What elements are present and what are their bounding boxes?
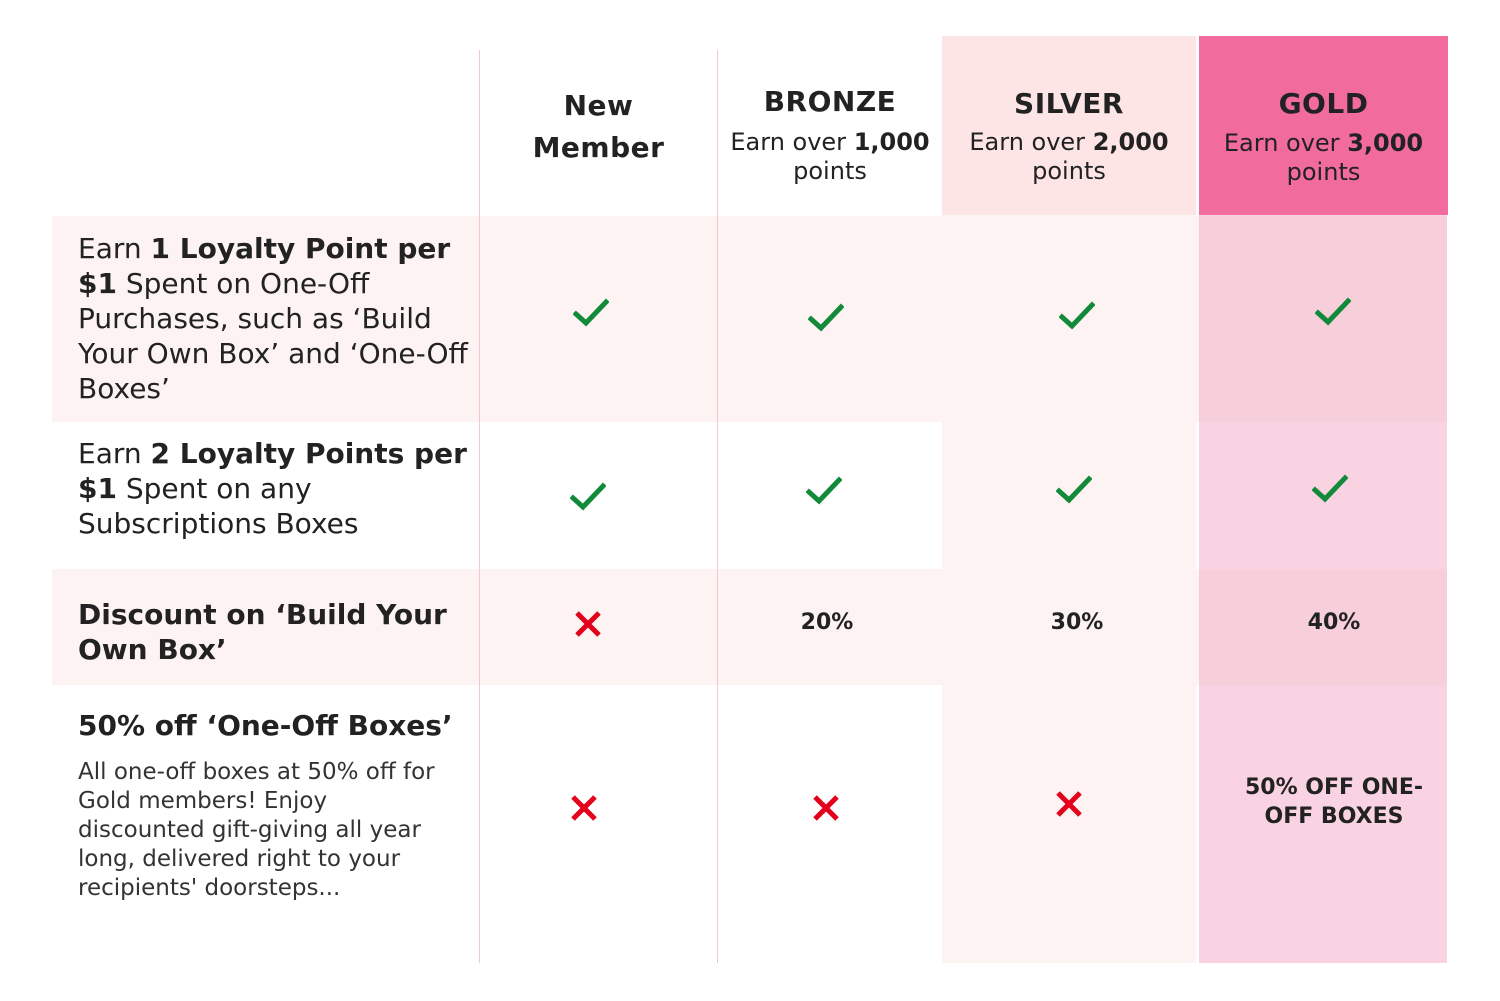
discount-value: 30% <box>1050 610 1104 635</box>
tier-header-bronze <box>718 82 942 186</box>
check-icon <box>1300 464 1360 514</box>
feature-label-3: Discount on ‘Build Your Own Box’ <box>78 598 447 666</box>
tier-requirement-text: Earn over <box>730 128 854 156</box>
tier-name: Member <box>532 131 665 164</box>
check-icon <box>558 472 618 522</box>
check-icon <box>796 293 856 343</box>
tier-requirement-unit: points <box>793 157 867 185</box>
tier-requirement-text: Earn over <box>969 128 1093 156</box>
cross-icon <box>554 783 614 833</box>
tier-requirement-unit: points <box>1286 158 1361 186</box>
feature-text: Spent on One-Off Purchases, such as ‘Build Your Own Box’ and ‘One-Off Boxes’ <box>78 267 468 405</box>
tier-requirement <box>1199 129 1448 158</box>
feature-description-4: All one-off boxes at 50% off for Gold members! Enjoy discounted gift-giving all year long, delivered right to your recipients' doorsteps... <box>78 759 435 901</box>
feature-label-4: 50% off ‘One-Off Boxes’ <box>78 709 453 742</box>
feature-label-2 <box>78 436 470 541</box>
tier-name: GOLD <box>1278 87 1369 120</box>
cross-icon <box>558 599 618 649</box>
tier-requirement-text: Earn over <box>1223 129 1348 157</box>
tier-header-silver <box>942 84 1196 186</box>
feature-text: Earn <box>78 437 151 470</box>
tier-name: BRONZE <box>763 85 897 118</box>
check-icon <box>794 466 854 516</box>
gold-offer-text: 50% OFF ONE-OFF BOXES <box>1244 775 1423 829</box>
tier-requirement-points: 3,000 <box>1347 129 1424 157</box>
tier-requirement-unit: points <box>1032 157 1106 185</box>
cross-icon <box>1039 779 1099 829</box>
feature-text: Earn <box>78 232 151 265</box>
tier-name: SILVER <box>1014 87 1124 120</box>
check-icon <box>561 288 621 338</box>
column-divider <box>717 50 718 963</box>
feature-label-1 <box>78 231 470 406</box>
feature-highlight: 2 Loyalty Points per $1 <box>78 437 467 505</box>
tier-header-new-member <box>480 86 717 168</box>
discount-value: 20% <box>800 610 854 635</box>
tier-requirement-points: 1,000 <box>853 128 930 156</box>
tier-name: New <box>563 89 634 122</box>
check-icon <box>1047 291 1107 341</box>
tier-requirement-points: 2,000 <box>1092 128 1169 156</box>
cross-icon <box>796 783 856 833</box>
check-icon <box>1303 287 1363 337</box>
discount-value: 40% <box>1307 610 1361 635</box>
tier-header-gold <box>1199 84 1448 187</box>
column-divider <box>479 50 480 963</box>
tier-requirement <box>718 128 942 157</box>
tier-requirement <box>942 128 1196 157</box>
feature-text: Spent on any Subscriptions Boxes <box>78 472 359 540</box>
check-icon <box>1044 465 1104 515</box>
feature-highlight: 1 Loyalty Point per $1 <box>78 232 451 300</box>
